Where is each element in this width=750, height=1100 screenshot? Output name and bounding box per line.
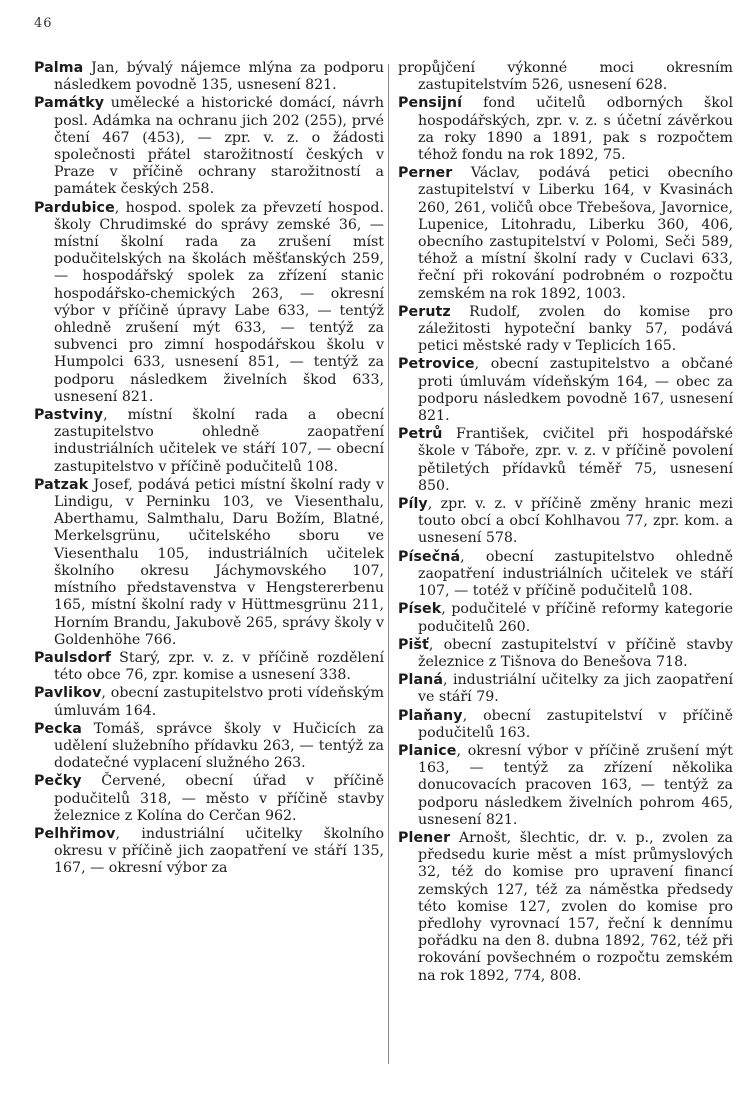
index-entry (398, 304, 733, 356)
index-entry (398, 601, 733, 635)
entry-heading: Perutz (398, 303, 451, 320)
entry-heading: Pelhřimov (34, 825, 116, 842)
index-entry (34, 407, 384, 476)
index-entry (398, 830, 733, 985)
entry-heading: Paulsdorf (34, 649, 111, 666)
entry-heading: Palma (34, 60, 84, 76)
entry-heading: Plaňany (398, 707, 463, 724)
index-entry (398, 165, 733, 303)
index-entry (398, 496, 733, 548)
index-entry (34, 477, 384, 649)
entry-heading: Petrů (398, 426, 443, 443)
entry-text: , obecní zastupitelstvo ohledně zaopatření industriálních učitelek ve stáří 107, — totéž v příčině podučitelů 108. (418, 548, 733, 600)
index-entry (398, 95, 733, 164)
entry-text: , zpr. v. z. v příčině změny hranic mezi touto obcí a obcí Kohlhavou 77, zpr. kom. a usnesení 578. (418, 496, 733, 547)
entry-heading: Pensijní (398, 95, 463, 112)
index-entry (398, 637, 733, 671)
column-divider (388, 64, 389, 1064)
index-entry (34, 200, 384, 406)
index-entry (34, 721, 384, 773)
left-column (34, 60, 384, 879)
entry-text: , okresní výbor v příčině zrušení mýt 163, — tentýž za zřízení několika donucovacích pracoven 163, — tentýž za podporu následkem živelních pohrom 465, usnesení 821. (418, 742, 733, 828)
entry-text: fond učitelů odborných škol hospodářských, zpr. v. z. s účetní závěrkou za roky 1890 a 1891, pak s rozpočtem téhož fondu na rok 1892, 75. (418, 95, 733, 164)
entry-heading: Památky (34, 95, 105, 112)
entry-text: , obecní zastupitelství v příčině podučitelů 163. (418, 707, 733, 741)
entry-heading: Petrovice (398, 356, 475, 373)
entry-text: Rudolf, zvolen do komise pro záležitosti hypoteční banky 57, podává petici městské rady v Teplicích 165. (418, 303, 733, 355)
entry-text: František, cvičitel při hospodářské škole v Táboře, zpr. v. z. v příčině povolení pětiletých přídavků téměř 75, usnesení 850. (418, 426, 733, 494)
index-entry (398, 356, 733, 425)
entry-heading: Pardubice (34, 199, 115, 216)
entry-text: Tomáš, správce školy v Hučicích za udělení služebního přídavku 263, — tentýž za dodatečné vyplacení služného 263. (54, 720, 384, 772)
entry-text: Červené, obecní úřad v příčině podučitelů 318, — město v příčině stavby železnice z Kolína do Cerčan 962. (54, 773, 384, 824)
entry-text: Josef, podává petici místní školní rady v Lindigu, v Perninku 103, ve Viesenthalu, Aberthamu, Salmthalu, Daru Božím, Blatné, Merkelsgrünu, učitelského sboru ve Viesenthalu 105, industriálních učitelek školního okresu Jáchymovského 107, místního představenstva v Hengstererbenu 165, místní školní rady v Hüttmesgrünu 211, Horním Brandu, Jakubově 265, správy školy v Goldenhöhe 766. (54, 476, 384, 648)
index-entry (34, 60, 384, 94)
index-entry (398, 672, 733, 706)
index-entry (34, 773, 384, 825)
entry-text: , hospod. spolek za převzetí hospod. školy Chrudimské do správy zemské 36, — místní školní rada za zrušení míst podučitelských na školách měšťanských 259, — hospodářský spolek za zřízení stanic hospodářsko-chemických 263, — okresní výbor v příčině úpravy Labe 633, — tentýž ohledně zrušení mýt 633, — tentýž za subvenci pro zimní hospodářskou školu v Humpolci 633, usnesení 851, — tentýž za podporu následkem živelních škod 633, usnesení 821. (54, 199, 384, 405)
page-number: 46 (34, 16, 53, 31)
entry-heading: Pastviny (34, 407, 104, 424)
entry-heading: Pavlikov (34, 685, 102, 702)
entry-heading: Pečky (34, 773, 82, 790)
index-entry (34, 95, 384, 198)
index-entry (398, 743, 733, 829)
index-entry (34, 685, 384, 719)
entry-heading: Pecka (34, 720, 82, 737)
entry-text: , industriální učitelky za jich zaopatření ve stáří 79. (418, 672, 733, 706)
entry-text: Jan, bývalý nájemce mlýna za podporu následkem povodně 135, usnesení 821. (54, 60, 384, 94)
entry-text: Václav, podává petici obecního zastupitelství v Liberku 164, v Kvasinách 260, 261, voličů obce Třebešova, Javornice, Lupenice, Litohradu, Liberku 360, 406, obecního zastupitelství v Polomi, Seči 589, téhož a místní školní rady v Cuclavi 633, řeční při rokování podrobném o rozpočtu zemském na rok 1892, 1003. (418, 165, 733, 302)
index-entry (398, 60, 733, 94)
entry-text: , obecní zastupitelstvo proti vídeňským úmluvám 164. (54, 685, 384, 719)
entry-heading: Pišť (398, 636, 429, 653)
entry-text: Starý, zpr. v. z. v příčině rozdělení této obce 76, zpr. komise a usnesení 338. (54, 649, 384, 684)
entry-heading: Patzak (34, 476, 89, 493)
index-entry (34, 826, 384, 878)
entry-text: , obecní zastupitelstvo a občané proti úmluvám vídeňským 164, — obec za podporu následkem povodně 167, usnesení 821. (418, 356, 733, 425)
entry-heading: Planá (398, 672, 444, 689)
entry-text: , obecní zastupitelství v příčině stavby železnice z Tišnova do Benešova 718. (418, 636, 733, 670)
entry-text: , místní školní rada a obecní zastupitelstvo ohledně zaopatření industriálních učitelek ve stáří 107, — obecní zastupitelstvo v příčině podučitelů 108. (54, 407, 384, 475)
entry-heading: Píly (398, 496, 428, 513)
index-entry (34, 650, 384, 684)
entry-text: , industriální učitelky školního okresu v příčině jich zaopatření ve stáří 135, 167, — okresní výbor za (54, 825, 384, 877)
entry-text: , podučitelé v příčině reformy kategorie podučitelů 260. (418, 601, 733, 635)
entry-heading: Planice (398, 742, 457, 759)
entry-heading: Písečná (398, 548, 461, 565)
entry-text: Arnošt, šlechtic, dr. v. p., zvolen za předsedu kurie měst a míst průmyslových 32, též do komise pro upravení financí zemských 127, též za náměstka předsedy této komise 127, zvolen do komise pro předlohy vyrovnací 157, řeční k dennímu pořádku na den 8. dubna 1892, 762, též při rokování povšechném o rozpočtu zemském na rok 1892, 774, 808. (418, 829, 733, 984)
index-entry (398, 708, 733, 742)
index-entry (398, 549, 733, 601)
entry-text: umělecké a historické domácí, návrh posl. Adámka na ochranu jich 202 (255), prvé čtení 467 (453), — zpr. v. z. o žádosti společnosti přátel starožitností českých v Praze v příčině ochrany starožitností a památek českých 258. (54, 95, 384, 198)
entry-heading: Plener (398, 829, 451, 846)
index-entry (398, 426, 733, 495)
entry-heading: Písek (398, 601, 442, 618)
right-column (398, 60, 733, 986)
entry-text: propůjčení výkonné moci okresním zastupitelstvím 526, usnesení 628. (398, 60, 733, 94)
entry-heading: Perner (398, 165, 453, 182)
